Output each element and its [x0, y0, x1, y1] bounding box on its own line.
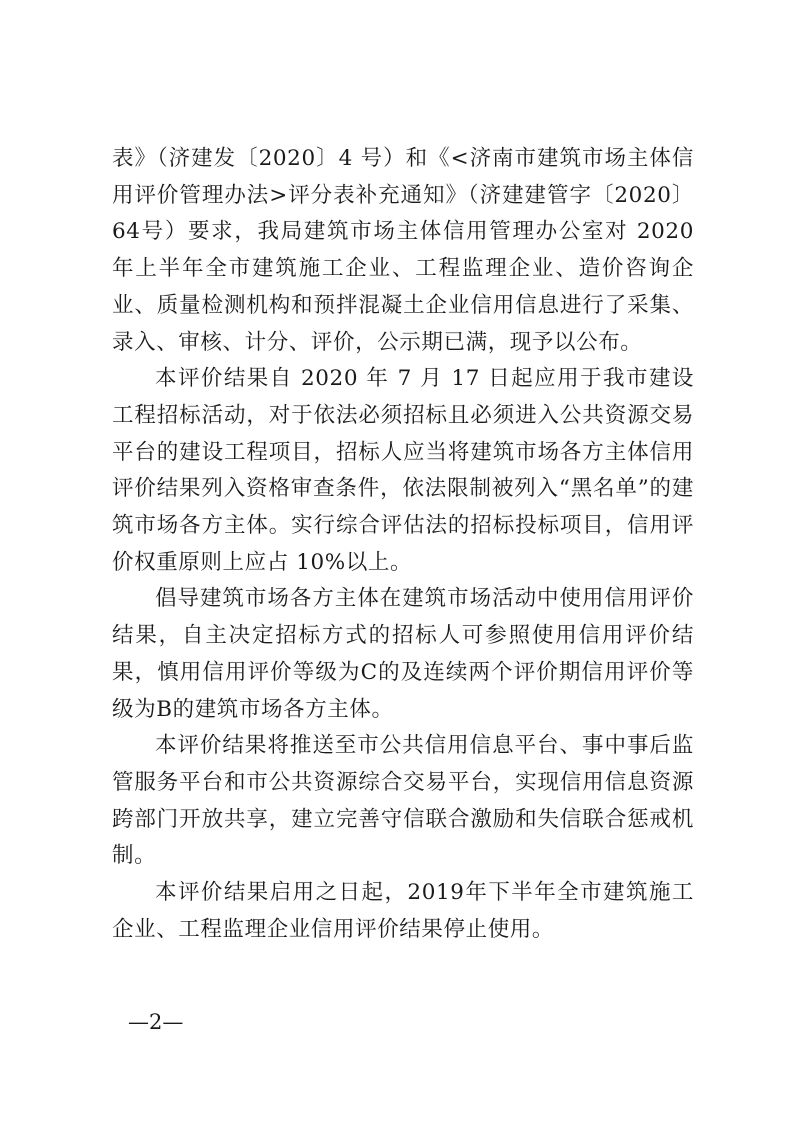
paragraph-advocacy: 倡导建筑市场各方主体在建筑市场活动中使用信用评价结果，自主决定招标方式的招标人可参照使用信用评价结果，慎用信用评价等级为C的及连续两个评价期信用评价等级为B的建筑市场各方主体。: [112, 586, 694, 722]
paragraph-application: 本评价结果自 2020 年 7 月 17 日起应用于我市建设工程招标活动，对于依法必须招标且必须进入公共资源交易平台的建设工程项目，招标人应当将建筑市场各方主体信用评价结果列入资格审查条件，依法限制被列入“黑名单”的建筑市场各方主体。实行综合评估法的招标投标项目，信用评价权重原则上应占 10%以上。: [112, 366, 694, 575]
paragraph-continuation: 表》（济建发〔2020〕4 号）和《<济南市建筑市场主体信用评价管理办法>评分表补充通知》（济建建管字〔2020〕64号）要求，我局建筑市场主体信用管理办公室对 2020 年上半年全市建筑施工企业、工程监理企业、造价咨询企业、质量检测机构和预拌混凝土企业信用信息进行了采集、录入、审核、计分、评价，公示期已满，现予以公布。: [112, 146, 694, 355]
paragraph-effective-date: 本评价结果启用之日起，2019年下半年全市建筑施工企业、工程监理企业信用评价结果停止使用。: [112, 880, 694, 942]
document-body: [112, 141, 694, 948]
paragraph-sharing: 本评价结果将推送至市公共信用信息平台、事中事后监管服务平台和市公共资源综合交易平台，实现信用信息资源跨部门开放共享，建立完善守信联合激励和失信联合惩戒机制。: [112, 733, 694, 869]
page-number: —2—: [128, 1010, 184, 1034]
